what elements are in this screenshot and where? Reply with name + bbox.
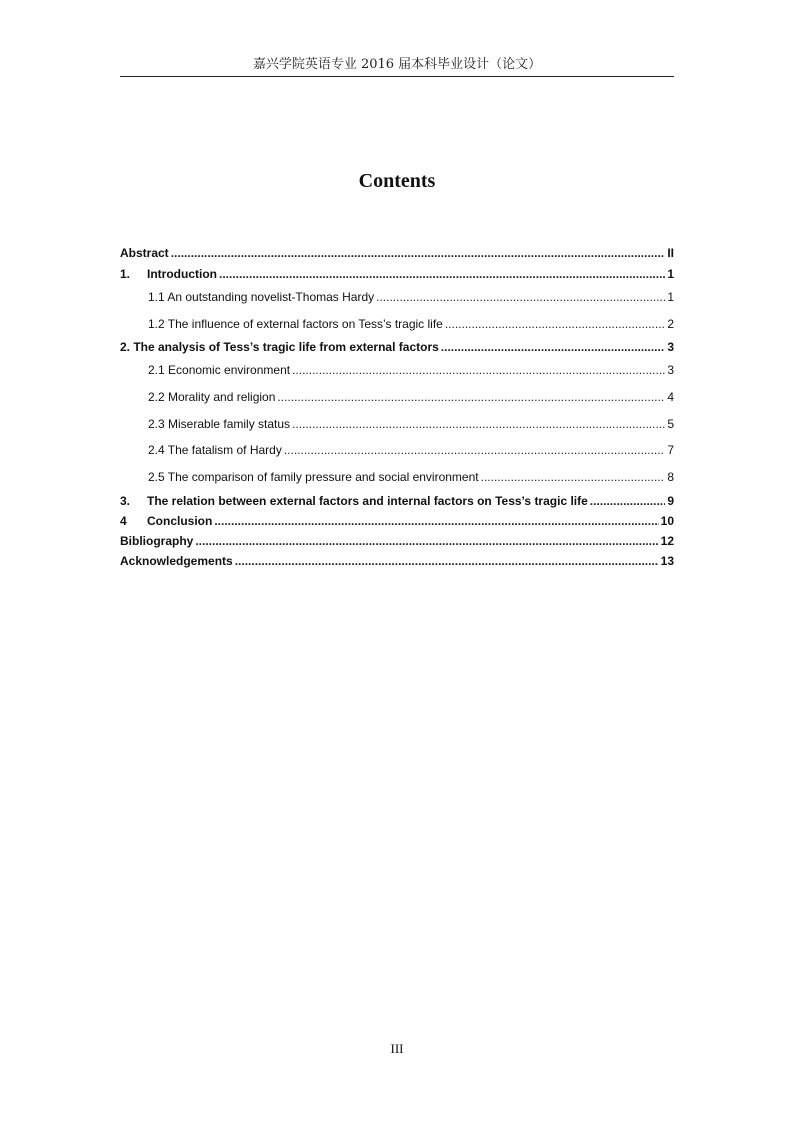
toc-entry-page: 9 [667, 493, 674, 508]
toc-entry-page: 3 [667, 363, 674, 378]
toc-entry-label: Conclusion [147, 513, 213, 528]
toc-entry-label: 2.5 The comparison of family pressure and social environment [148, 470, 479, 485]
dot-leader [235, 551, 659, 571]
page-title: Contents [358, 170, 436, 192]
dot-leader [441, 337, 666, 357]
dot-leader [277, 384, 665, 411]
toc-entry-2-2[interactable] [120, 384, 674, 411]
toc-entry-label: Acknowledgements [120, 553, 233, 568]
toc-entry-label: 2.3 Miserable family status [148, 416, 291, 431]
page-header: 嘉兴学院英语专业 2016 届本科毕业设计（论文） [252, 57, 542, 72]
toc-entry-page: 13 [660, 553, 674, 568]
dot-leader [171, 243, 666, 263]
toc-entry-label: 2.2 Morality and religion [148, 390, 276, 405]
toc-entry-page: 7 [667, 443, 674, 458]
toc-entry-page: 1 [667, 290, 674, 304]
toc-entry-2-5[interactable] [120, 464, 674, 491]
toc-entry-conclusion[interactable] [120, 511, 674, 531]
dot-leader [445, 311, 665, 338]
toc-entry-chapter-2[interactable] [120, 337, 674, 357]
toc-entry-chapter-3[interactable] [120, 491, 674, 511]
toc-entry-abstract[interactable] [120, 243, 674, 263]
toc-entry-page: 5 [667, 416, 674, 431]
toc-entry-1-2[interactable] [120, 311, 674, 338]
page-number: III [390, 1041, 404, 1056]
dot-leader [590, 491, 666, 511]
header-rule [120, 76, 674, 77]
toc-entry-page: 1 [667, 267, 674, 281]
toc-entry-page: II [667, 246, 674, 260]
toc-entry-label: 2. The analysis of Tess’s tragic life from external factors [120, 340, 439, 355]
toc-entry-label: Bibliography [120, 533, 194, 548]
dot-leader [376, 284, 665, 311]
toc-entry-introduction[interactable] [120, 264, 674, 284]
toc-entry-number: 1. [120, 267, 131, 281]
toc-entry-number: 3. [120, 493, 131, 508]
toc-entry-label: Abstract [120, 246, 169, 260]
table-of-contents [120, 243, 674, 571]
dot-leader [214, 511, 658, 531]
toc-entry-page: 8 [667, 470, 674, 485]
toc-entry-label: 1.2 The influence of external factors on Tess’s tragic life [148, 316, 443, 331]
toc-entry-label: 1.1 An outstanding novelist-Thomas Hardy [148, 290, 375, 304]
toc-entry-page: 4 [667, 390, 674, 405]
dot-leader [292, 411, 665, 438]
toc-entry-1-1[interactable] [120, 284, 674, 311]
dot-leader [292, 357, 665, 384]
toc-entry-2-1[interactable] [120, 357, 674, 384]
dot-leader [219, 264, 665, 284]
toc-entry-page: 12 [660, 533, 674, 548]
toc-entry-2-4[interactable] [120, 437, 674, 464]
toc-entry-2-3[interactable] [120, 411, 674, 438]
dot-leader [284, 437, 665, 464]
toc-entry-number: 4 [120, 513, 127, 528]
toc-entry-label: Introduction [147, 267, 217, 281]
dot-leader [195, 531, 658, 551]
toc-entry-label: The relation between external factors and internal factors on Tess’s tragic life [147, 493, 588, 508]
toc-entry-label: 2.1 Economic environment [148, 363, 291, 378]
toc-entry-page: 3 [667, 340, 674, 355]
toc-entry-page: 2 [667, 316, 674, 331]
toc-entry-acknowledgements[interactable] [120, 551, 674, 571]
toc-entry-label: 2.4 The fatalism of Hardy [148, 443, 282, 458]
toc-entry-page: 10 [660, 513, 674, 528]
toc-entry-bibliography[interactable] [120, 531, 674, 551]
dot-leader [481, 464, 666, 491]
